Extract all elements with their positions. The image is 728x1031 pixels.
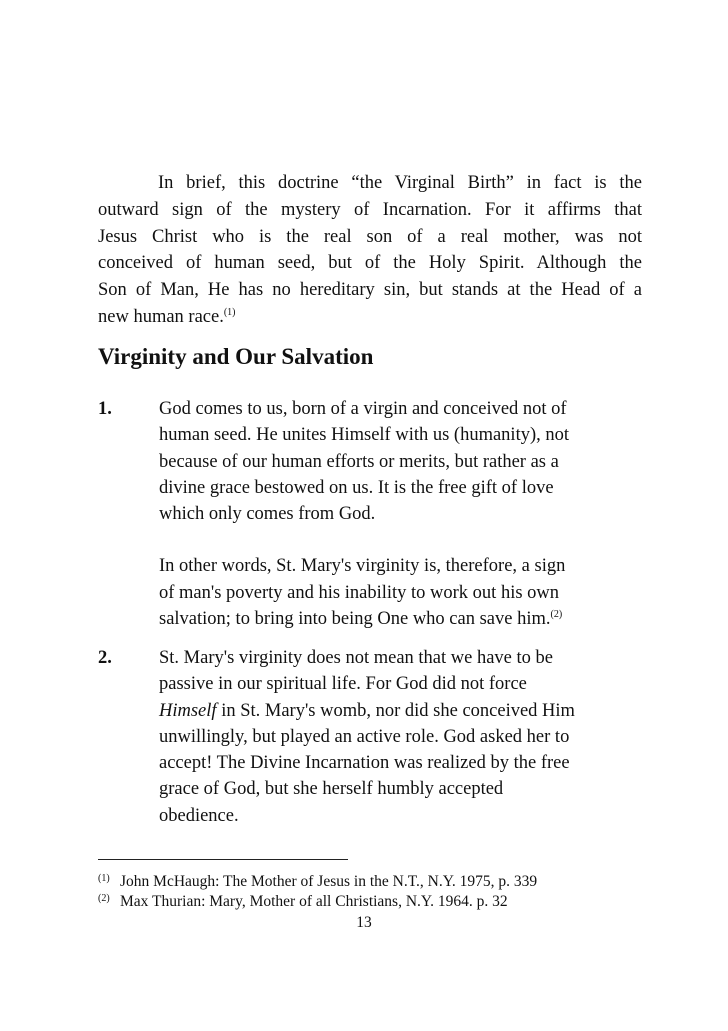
footnote-divider	[98, 859, 348, 860]
page-number: 13	[356, 914, 372, 931]
item-number: 1.	[98, 399, 112, 419]
item-body	[159, 645, 649, 829]
footnote-mark: (2)	[98, 893, 110, 904]
item-paragraph: God comes to us, born of a virgin and conceived not of human seed. He unites Himself with us (humanity), not because of our human efforts or merits, but rather as a divine grace bestowed on us. It is the free gift of love which only comes from God.	[159, 399, 570, 525]
item-paragraph: St. Mary's virginity does not mean that we have to be passive in our spiritual life. For God did not force Himself in St. Mary's womb, nor did she conceived Him unwillingly, but played an active role. God asked her to accept! The Divine Incarnation was realized by the free grace of God, but she herself humbly accepted obedience.	[159, 648, 575, 826]
footnote-2	[98, 892, 658, 912]
footnotes	[98, 872, 658, 912]
footnote-ref-2: (2)	[550, 608, 563, 620]
section-title: Virginity and Our Salvation	[98, 344, 374, 369]
emphasis-himself: Himself	[159, 700, 217, 721]
footnote-text: Max Thurian: Mary, Mother of all Christians, N.Y. 1964. p. 32	[120, 893, 508, 910]
intro-line: Jesus Christ who is the real son of a real mother, was not	[98, 226, 642, 247]
intro-paragraph	[98, 170, 642, 331]
intro-line: outward sign of the mystery of Incarnation. For it affirms that	[98, 199, 642, 220]
footnote-mark: (1)	[98, 873, 110, 884]
intro-line: conceived of human seed, but of the Holy Spirit. Although the	[98, 253, 642, 274]
item-body	[159, 396, 649, 632]
footnote-ref-1: (1)	[223, 306, 236, 318]
footnote-text: John McHaugh: The Mother of Jesus in the N.T., N.Y. 1975, p. 339	[120, 873, 538, 890]
intro-line: new human race.$^{(1)}$	[98, 306, 236, 327]
intro-line: In brief, this doctrine “the Virginal Birth” in fact is the	[158, 173, 642, 193]
intro-line: Son of Man, He has no hereditary sin, but stands at the Head of a	[98, 280, 642, 301]
item-number: 2.	[98, 648, 112, 668]
item-paragraph: In other words, St. Mary's virginity is, therefore, a sign of man's poverty and his inability to work out his own salvation; to bring into being One who can save him.$^{(2)}$	[159, 556, 566, 630]
footnote-1	[98, 872, 658, 892]
